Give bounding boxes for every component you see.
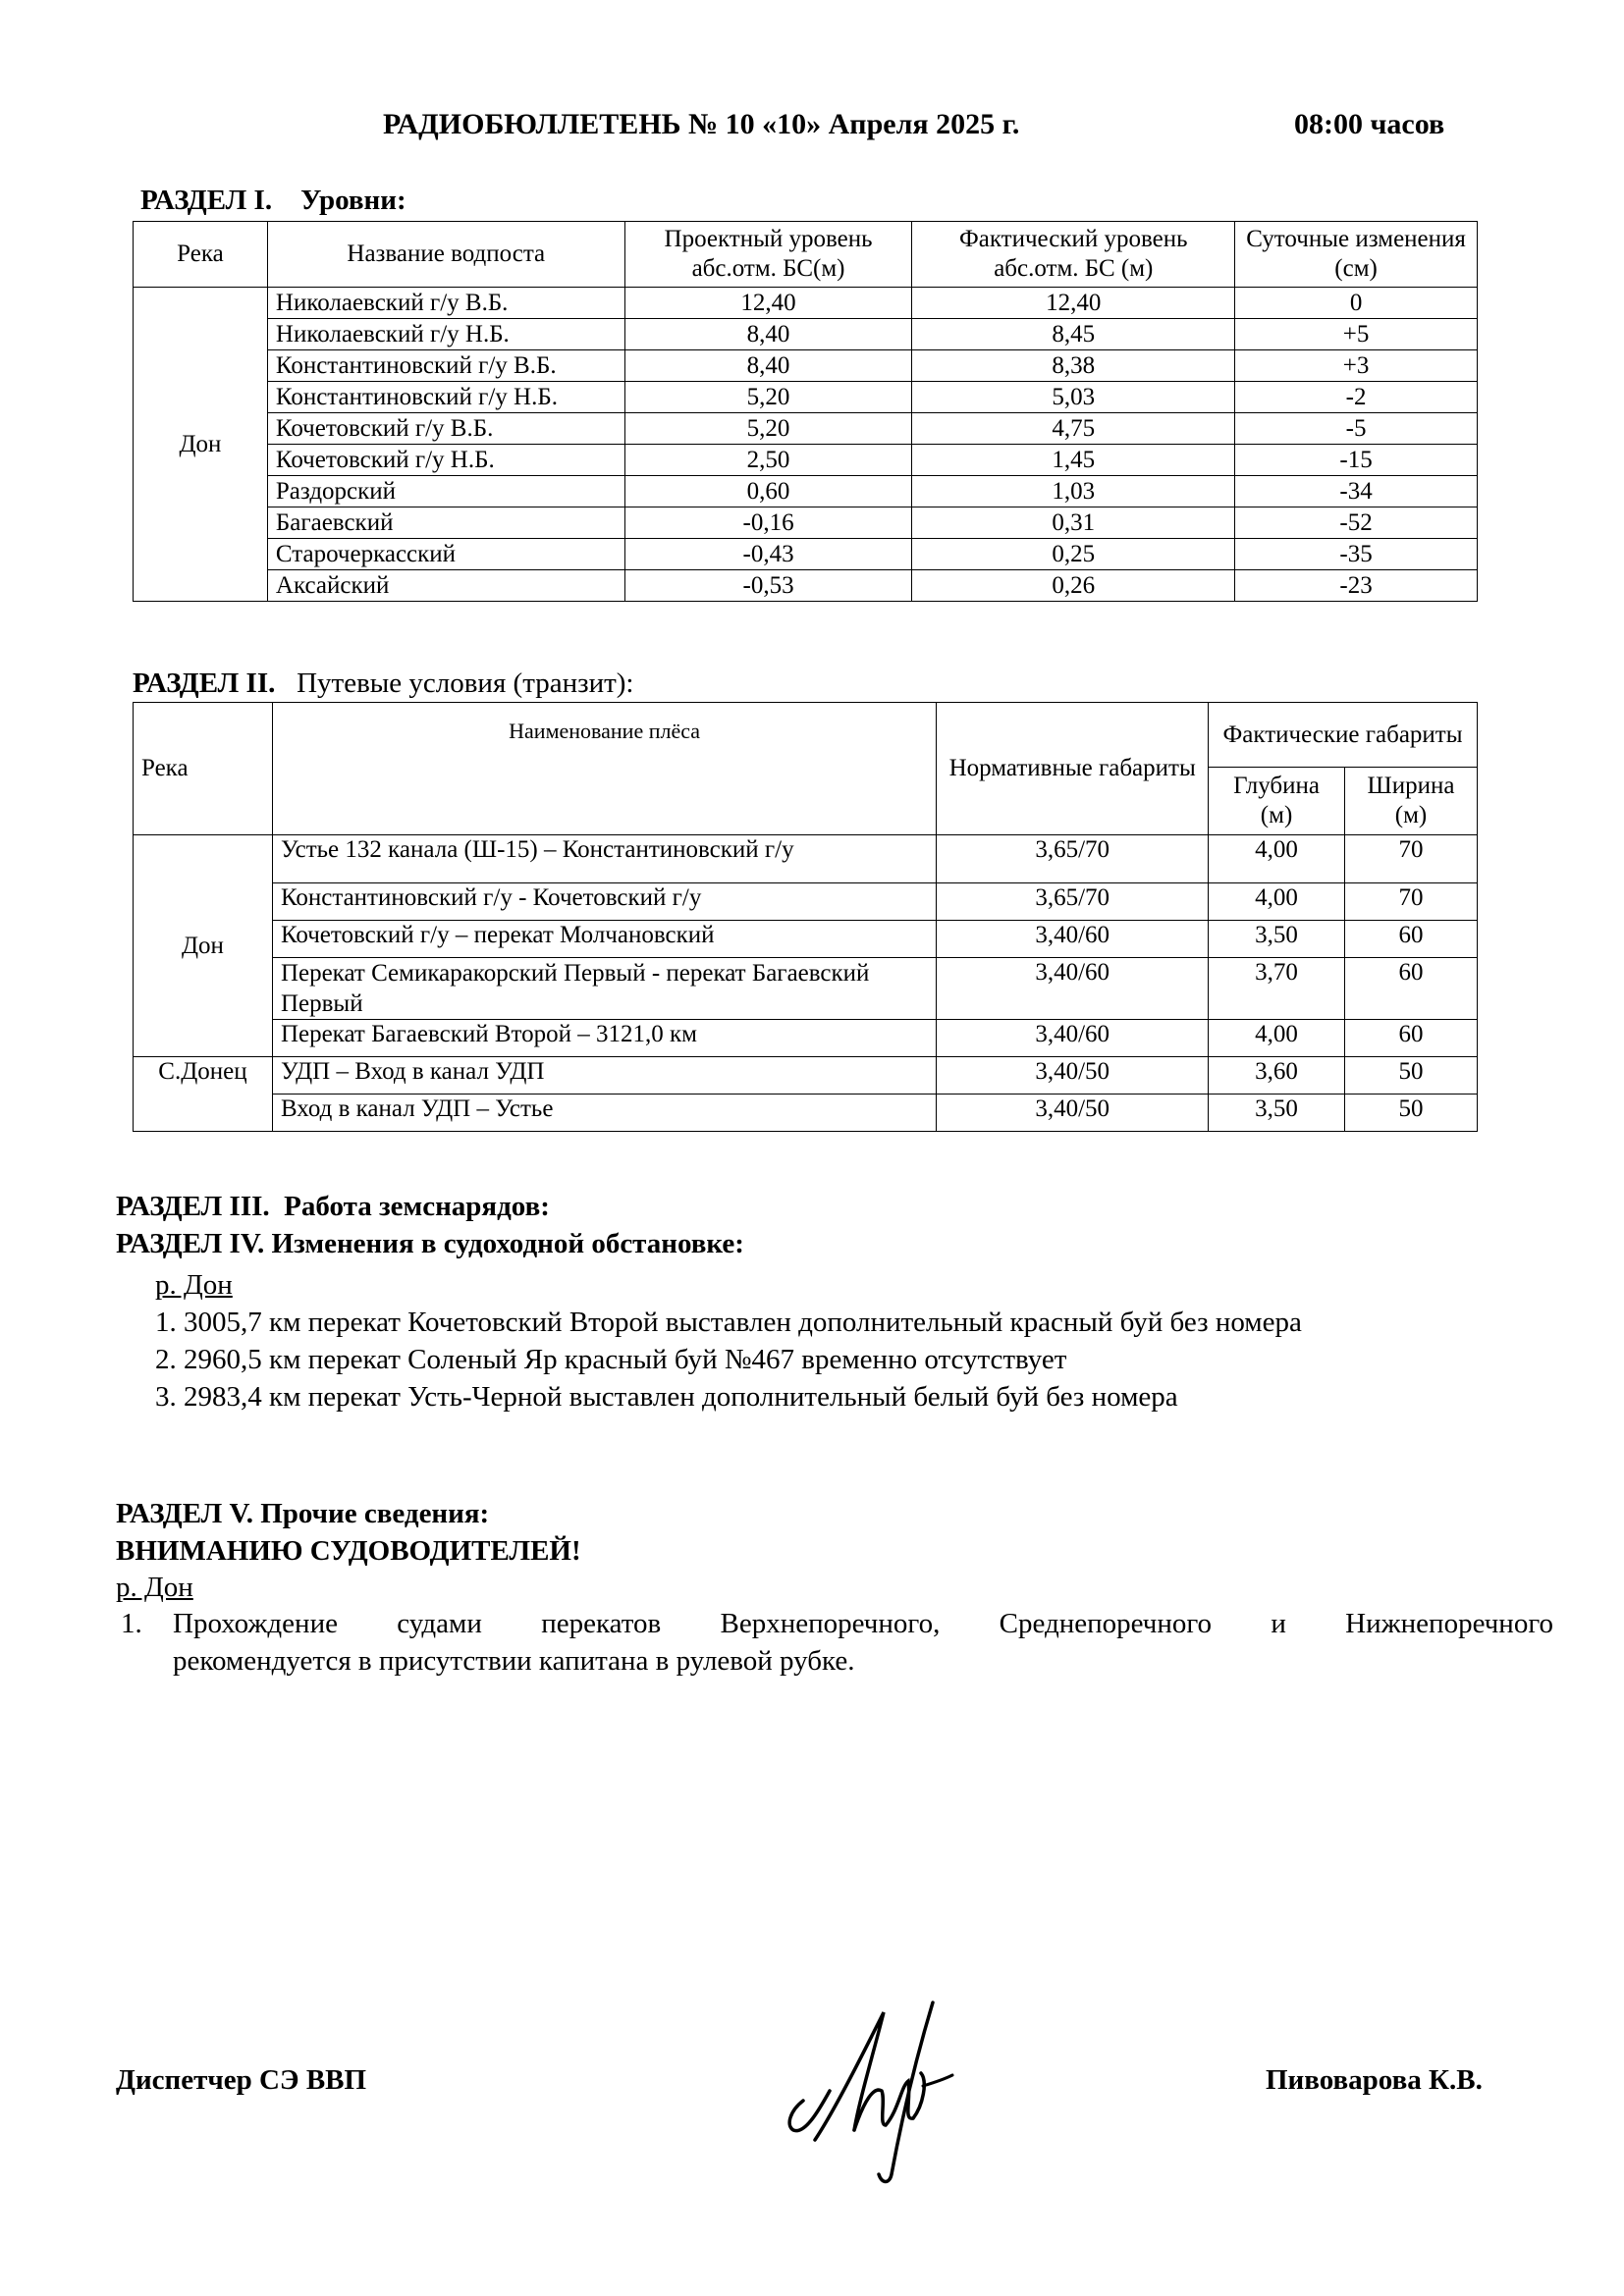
section5-item-number: 1. — [121, 1608, 142, 1639]
dispatcher-name: Пивоварова К.В. — [1266, 2064, 1483, 2096]
section5-heading — [116, 1498, 489, 1530]
actual-width: 60 — [1345, 1020, 1478, 1057]
table-row — [134, 476, 1478, 507]
normative-size: 3,40/60 — [937, 921, 1209, 958]
normative-size: 3,40/60 — [937, 1020, 1209, 1057]
section5-label: РАЗДЕЛ V. — [116, 1498, 253, 1529]
dispatcher-position: Диспетчер СЭ ВВП — [116, 2064, 367, 2096]
actual-level: 4,75 — [912, 413, 1235, 445]
table-row — [134, 350, 1478, 382]
section2-title: Путевые условия (транзит): — [297, 667, 634, 699]
section4-list — [155, 1266, 1302, 1415]
section1-heading — [140, 185, 406, 217]
station-name: Раздорский — [267, 476, 624, 507]
bulletin-title: РАДИОБЮЛЛЕТЕНЬ № 10 «10» Апреля 2025 г. — [383, 108, 1020, 140]
table-row — [134, 319, 1478, 350]
reach-name: Константиновский г/у - Кочетовский г/у — [272, 883, 936, 921]
normative-size: 3,40/50 — [937, 1057, 1209, 1095]
table-row — [134, 382, 1478, 413]
transit-header-river: Река — [134, 703, 273, 835]
list-item: 1. 3005,7 км перекат Кочетовский Второй выставлен дополнительный красный буй без номера — [155, 1307, 1302, 1338]
actual-level: 1,03 — [912, 476, 1235, 507]
actual-depth: 3,70 — [1209, 958, 1345, 1020]
actual-width: 70 — [1345, 883, 1478, 921]
daily-change: 0 — [1235, 288, 1478, 319]
section4-heading — [116, 1228, 744, 1260]
actual-depth: 3,50 — [1209, 921, 1345, 958]
section5-river: р. Дон — [116, 1572, 193, 1603]
section1-label: РАЗДЕЛ I. — [140, 185, 273, 216]
reach-name: Вход в канал УДП – Устье — [272, 1095, 936, 1132]
actual-level: 0,31 — [912, 507, 1235, 539]
reach-name: Устье 132 канала (Ш-15) – Константиновский г/у — [272, 835, 936, 883]
normative-size: 3,40/50 — [937, 1095, 1209, 1132]
transit-header-depth: Глубина (м) — [1209, 768, 1345, 835]
station-name: Кочетовский г/у В.Б. — [267, 413, 624, 445]
levels-header-change: Суточные изменения (см) — [1235, 222, 1478, 288]
actual-level: 5,03 — [912, 382, 1235, 413]
section1-title: Уровни: — [300, 185, 406, 216]
table-row — [134, 835, 1478, 883]
reach-name: УДП – Вход в канал УДП — [272, 1057, 936, 1095]
section5-item-line2: рекомендуется в присутствии капитана в рулевой рубке. — [173, 1645, 855, 1677]
normative-size: 3,40/60 — [937, 958, 1209, 1020]
table-row — [134, 413, 1478, 445]
table-row — [134, 1095, 1478, 1132]
daily-change: -35 — [1235, 539, 1478, 570]
reach-name: Кочетовский г/у – перекат Молчановский — [272, 921, 936, 958]
actual-depth: 3,50 — [1209, 1095, 1345, 1132]
handwritten-signature — [776, 1993, 962, 2189]
transit-header-actual: Фактические габариты — [1209, 703, 1478, 768]
project-level: 5,20 — [624, 382, 912, 413]
transit-header-width: Ширина (м) — [1345, 768, 1478, 835]
levels-header-row — [134, 222, 1478, 288]
section3-label: РАЗДЕЛ III. — [116, 1191, 270, 1222]
project-level: 12,40 — [624, 288, 912, 319]
list-item: 2. 2960,5 км перекат Соленый Яр красный буй №467 временно отсутствует — [155, 1344, 1067, 1375]
section2-heading — [133, 667, 633, 700]
actual-depth: 4,00 — [1209, 883, 1345, 921]
project-level: 8,40 — [624, 319, 912, 350]
actual-width: 60 — [1345, 958, 1478, 1020]
table-row — [134, 445, 1478, 476]
daily-change: -5 — [1235, 413, 1478, 445]
actual-depth: 4,00 — [1209, 1020, 1345, 1057]
project-level: -0,43 — [624, 539, 912, 570]
normative-size: 3,65/70 — [937, 883, 1209, 921]
transit-river-cell: С.Донец — [134, 1057, 273, 1132]
daily-change: +5 — [1235, 319, 1478, 350]
table-row — [134, 958, 1478, 1020]
table-row — [134, 883, 1478, 921]
section5-title: Прочие сведения: — [260, 1498, 490, 1529]
reach-name: Перекат Семикаракорский Первый - перекат Багаевский Первый — [272, 958, 936, 1020]
station-name: Николаевский г/у В.Б. — [267, 288, 624, 319]
daily-change: -23 — [1235, 570, 1478, 602]
daily-change: -2 — [1235, 382, 1478, 413]
table-row — [134, 921, 1478, 958]
section3-title: Работа земснарядов: — [284, 1191, 550, 1222]
actual-depth: 4,00 — [1209, 835, 1345, 883]
project-level: -0,53 — [624, 570, 912, 602]
section5-item-line1: Прохождение судами перекатов Верхнепоречного, Среднепоречного и Нижнепоречного — [173, 1608, 1553, 1639]
levels-header-station: Название водпоста — [267, 222, 624, 288]
levels-river-cell: Дон — [134, 288, 268, 602]
levels-header-project: Проектный уровень абс.отм. БС(м) — [624, 222, 912, 288]
table-row — [134, 288, 1478, 319]
table-row — [134, 507, 1478, 539]
project-level: 8,40 — [624, 350, 912, 382]
table-row — [134, 570, 1478, 602]
transit-table — [133, 702, 1478, 1132]
levels-table — [133, 221, 1478, 602]
actual-depth: 3,60 — [1209, 1057, 1345, 1095]
station-name: Кочетовский г/у Н.Б. — [267, 445, 624, 476]
actual-level: 8,45 — [912, 319, 1235, 350]
actual-width: 50 — [1345, 1057, 1478, 1095]
daily-change: +3 — [1235, 350, 1478, 382]
transit-header-reach: Наименование плёса — [272, 703, 936, 835]
actual-width: 50 — [1345, 1095, 1478, 1132]
station-name: Константиновский г/у В.Б. — [267, 350, 624, 382]
project-level: 0,60 — [624, 476, 912, 507]
bulletin-time: 08:00 часов — [1294, 108, 1445, 140]
normative-size: 3,65/70 — [937, 835, 1209, 883]
actual-width: 70 — [1345, 835, 1478, 883]
list-item: 3. 2983,4 км перекат Усть-Черной выставлен дополнительный белый буй без номера — [155, 1381, 1178, 1413]
project-level: 5,20 — [624, 413, 912, 445]
section4-title: Изменения в судоходной обстановке: — [271, 1228, 744, 1259]
table-row — [134, 1020, 1478, 1057]
levels-header-river: Река — [134, 222, 268, 288]
table-row — [134, 1057, 1478, 1095]
daily-change: -52 — [1235, 507, 1478, 539]
actual-level: 1,45 — [912, 445, 1235, 476]
section3-heading — [116, 1191, 550, 1223]
actual-level: 8,38 — [912, 350, 1235, 382]
daily-change: -34 — [1235, 476, 1478, 507]
station-name: Багаевский — [267, 507, 624, 539]
project-level: 2,50 — [624, 445, 912, 476]
actual-width: 60 — [1345, 921, 1478, 958]
levels-header-actual: Фактический уровень абс.отм. БС (м) — [912, 222, 1235, 288]
section4-river: р. Дон — [155, 1269, 233, 1301]
station-name: Николаевский г/у Н.Б. — [267, 319, 624, 350]
section4-label: РАЗДЕЛ IV. — [116, 1228, 265, 1259]
daily-change: -15 — [1235, 445, 1478, 476]
project-level: -0,16 — [624, 507, 912, 539]
reach-name: Перекат Багаевский Второй – 3121,0 км — [272, 1020, 936, 1057]
station-name: Константиновский г/у Н.Б. — [267, 382, 624, 413]
section2-label: РАЗДЕЛ II. — [133, 667, 276, 699]
station-name: Старочеркасский — [267, 539, 624, 570]
actual-level: 0,25 — [912, 539, 1235, 570]
actual-level: 0,26 — [912, 570, 1235, 602]
actual-level: 12,40 — [912, 288, 1235, 319]
station-name: Аксайский — [267, 570, 624, 602]
transit-header-row — [134, 703, 1478, 768]
attention-heading: ВНИМАНИЮ СУДОВОДИТЕЛЕЙ! — [116, 1535, 581, 1567]
transit-header-normative: Нормативные габариты — [937, 703, 1209, 835]
table-row — [134, 539, 1478, 570]
transit-river-cell: Дон — [134, 835, 273, 1057]
